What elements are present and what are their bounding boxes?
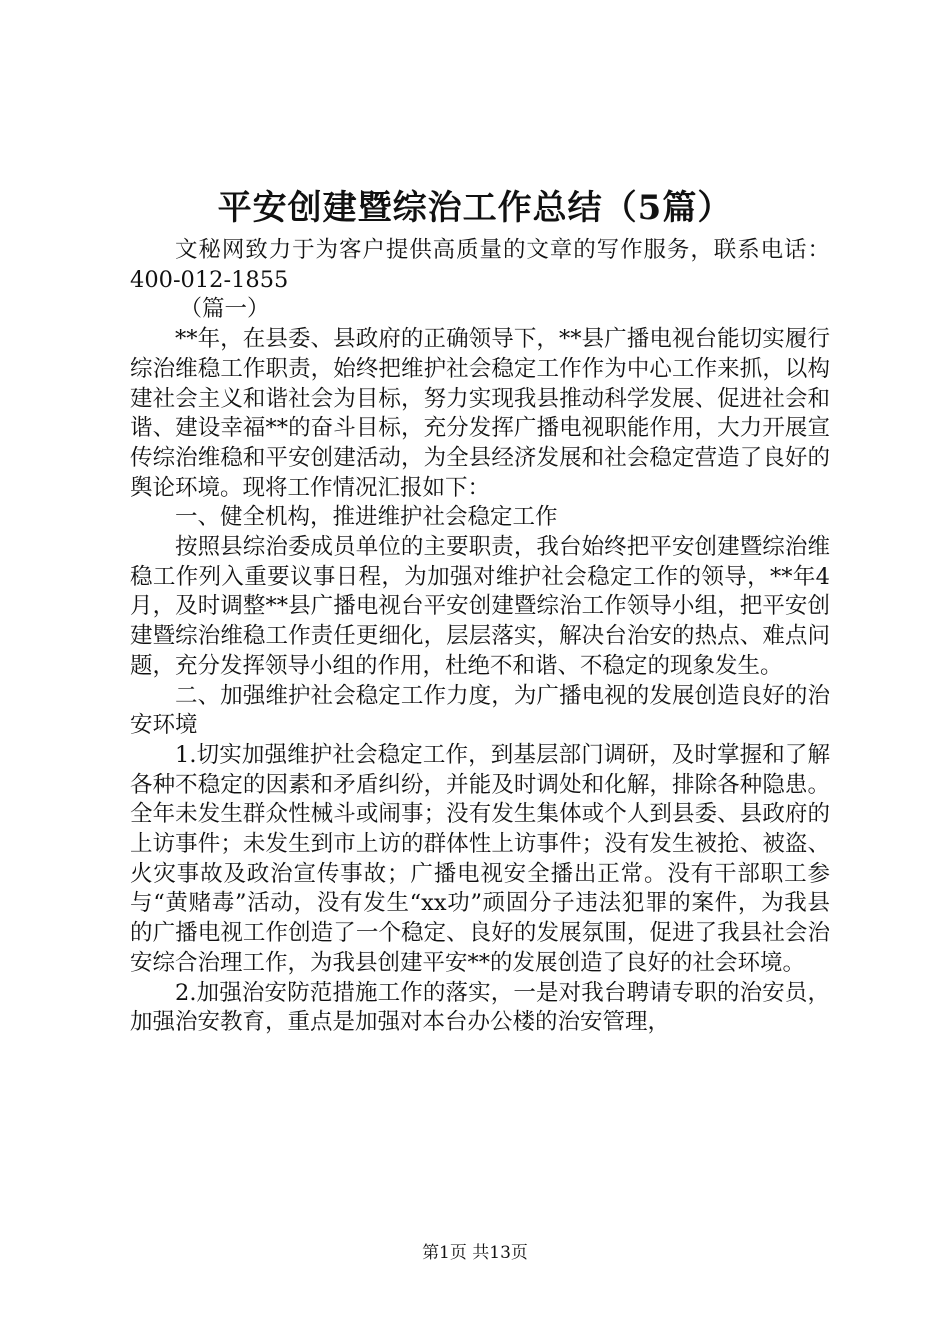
body-paragraph: **年，在县委、县政府的正确领导下，**县广播电视台能切实履行综治维稳工作职责，始终把维护社会稳定工作作为中心工作来抓，以构建社会主义和谐社会为目标，努力实现我县推动科学发展、促进社会和谐、建设幸福**的奋斗目标，充分发挥广播电视职能作用，大力开展宣传综治维稳和平安创建活动，为全县经济发展和社会稳定营造了良好的舆论环境。现将工作情况汇报如下：: [130, 326, 830, 501]
body-paragraph: 按照县综治委成员单位的主要职责，我台始终把平安创建暨综治维稳工作列入重要议事日程，为加强对维护社会稳定工作的领导，**年4月，及时调整**县广播电视台平安创建暨综治工作领导小组，把平安创建暨综治维稳工作责任更细化，层层落实，解决台治安的热点、难点问题，充分发挥领导小组的作用，杜绝不和谐、不稳定的现象发生。: [130, 534, 830, 679]
section-heading: 一、健全机构，推进维护社会稳定工作: [175, 504, 558, 531]
body-paragraph: 1.切实加强维护社会稳定工作，到基层部门调研，及时掌握和了解各种不稳定的因素和矛盾纠纷，并能及时调处和化解，排除各种隐患。全年未发生群众性械斗或闹事；没有发生集体或个人到县委、县政府的上访事件；未发生到市上访的群体性上访事件；没有发生被抢、被盗、火灾事故及政治宣传事故；广播电视安全播出正常。没有干部职工参与“黄赌毒”活动，没有发生“xx功”顽固分子违法犯罪的案件，为我县的广播电视工作创造了一个稳定、良好的发展氛围，促进了我县社会治安综合治理工作，为我县创建平安**的发展创造了良好的社会环境。: [130, 741, 830, 976]
document-body: [130, 236, 830, 1038]
document-title: 平安创建暨综治工作总结（5篇）: [217, 188, 733, 228]
page-footer: 第1页 共13页: [422, 1243, 528, 1263]
part-label: （篇一）: [179, 296, 270, 323]
intro-paragraph: 文秘网致力于为客户提供高质量的文章的写作服务，联系电话：400-012-1855: [130, 237, 830, 293]
body-paragraph: 2.加强治安防范措施工作的落实，一是对我台聘请专职的治安员，加强治安教育，重点是加强对本台办公楼的治安管理，: [130, 979, 830, 1036]
section-heading: 二、加强维护社会稳定工作力度，为广播电视的发展创造良好的治安环境: [130, 682, 830, 739]
